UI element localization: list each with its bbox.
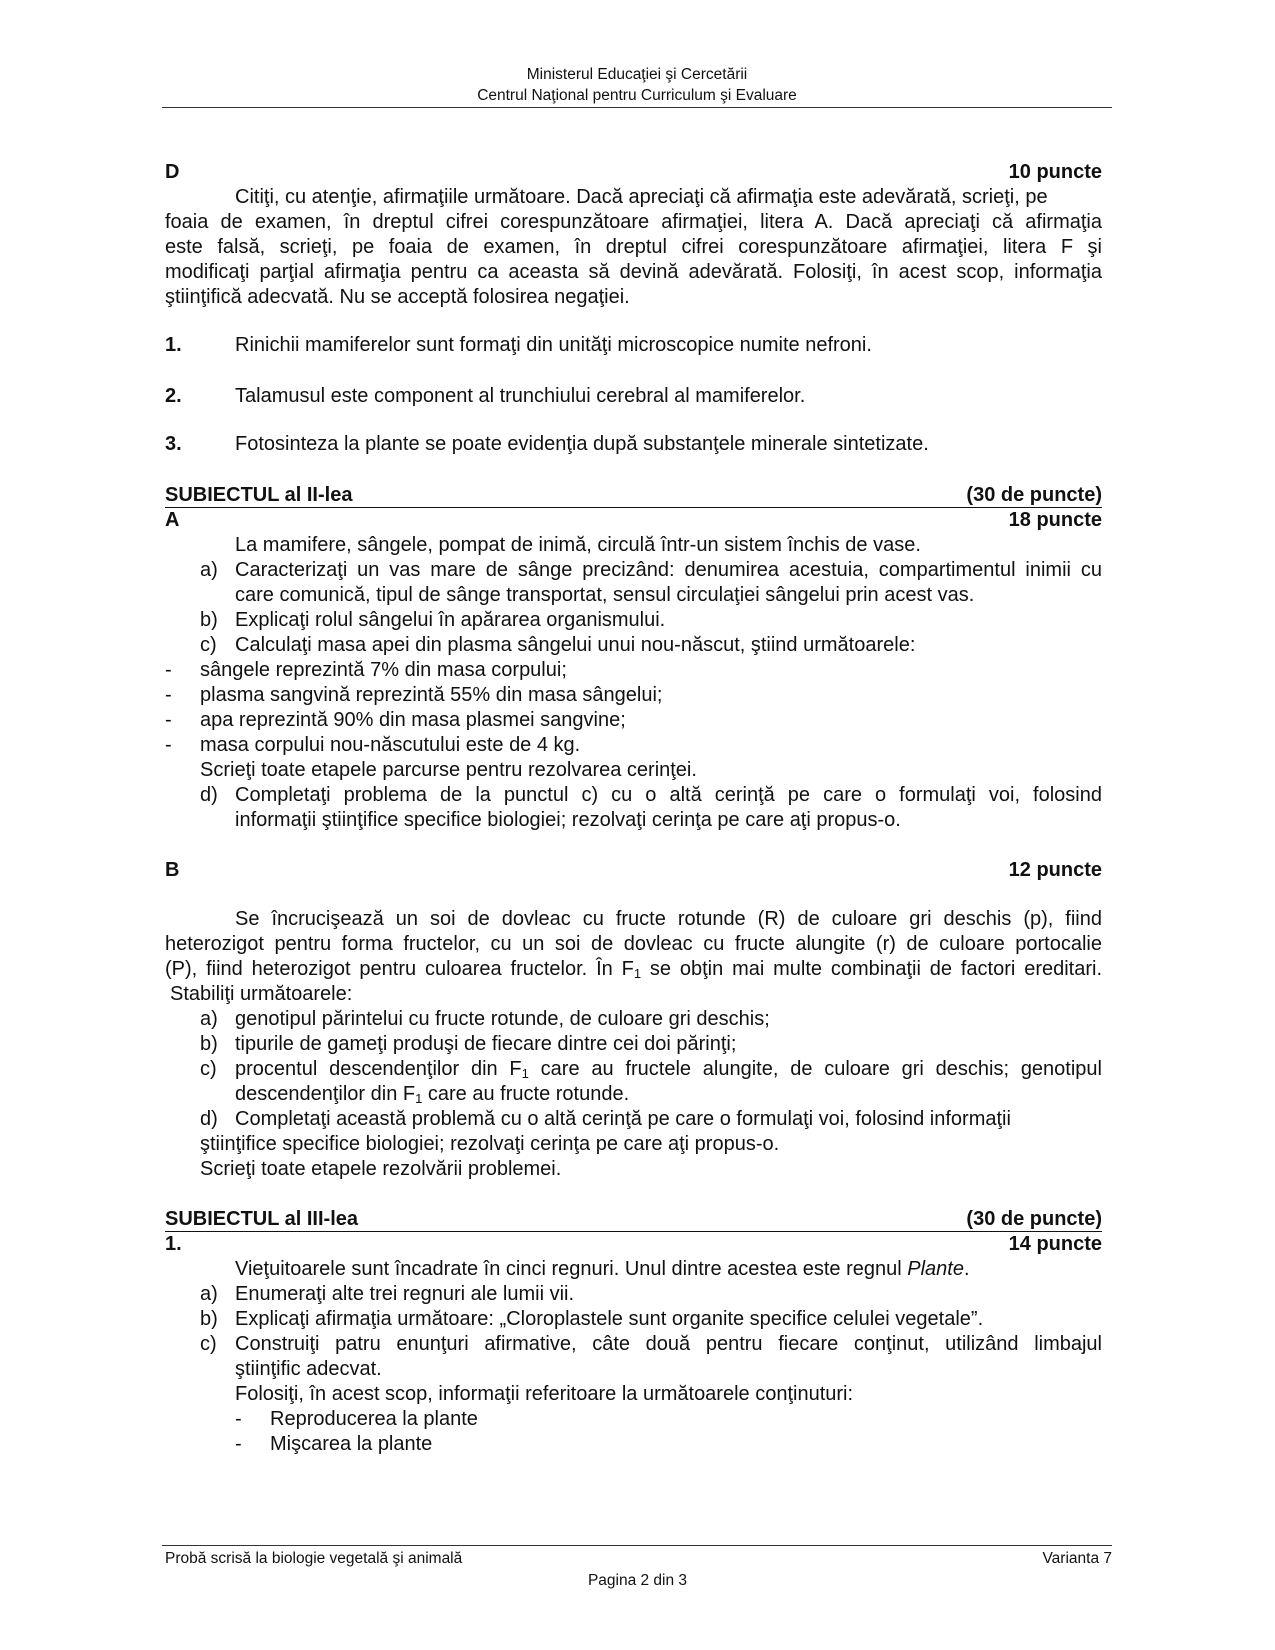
item-label: c) (200, 1058, 217, 1080)
header-center: Centrul Naţional pentru Curriculum şi Evaluare (477, 87, 797, 104)
item-b-text: Explicaţi rolul sângelui în apărarea organismului. (235, 609, 666, 631)
item-label: b) (200, 609, 218, 631)
statement-number: 3. (165, 433, 182, 455)
item-c-text-cont: descendenţilor din $F_1$ care au fructe rotunde. (235, 1083, 630, 1106)
item-d-text-cont: ştiinţifice specifice biologiei; rezolvaţi cerinţa pe care aţi propus-o. (200, 1133, 780, 1155)
statement-number: 1. (165, 334, 182, 356)
item-a-text-cont: care comunică, tipul de sânge transportat, sensul circulaţiei sângelui prin acest vas. (235, 584, 975, 606)
footer-rule (162, 1545, 1112, 1546)
section-d-intro-line: este falsă, scrieţi, pe foaia de examen, în dreptul cifrei corespunzătoare afirmaţiei, litera F şi (165, 236, 1102, 258)
section-a-intro: La mamifere, sângele, pompat de inimă, circulă într-un sistem închis de vase. (235, 534, 921, 556)
steps-note: Scrieţi toate etapele parcurse pentru rezolvarea cerinţei. (200, 759, 697, 781)
bullet-text: sângele reprezintă 7% din masa corpului; (200, 659, 567, 681)
section-b-paragraph: (P), fiind heterozigot pentru culoarea fructelor. În $F_1$ se obţin mai multe combinaţii de factori ereditari. (165, 958, 1103, 981)
subject-3-points: (30 de puncte) (966, 1208, 1102, 1230)
section-d-letter: D (165, 161, 180, 183)
item-a-text: Caracterizaţi un vas mare de sânge precizând: denumirea acestuia, compartimentul inimii cu (235, 559, 1102, 581)
statement-text: Talamusul este component al trunchiului cerebral al mamiferelor. (235, 385, 806, 407)
subject-2-points: (30 de puncte) (966, 484, 1102, 506)
bullet-dash: - (165, 734, 172, 756)
item-c-text-cont: Folosiţi, în acest scop, informaţii referitoare la următoarele conţinuturi: (235, 1383, 854, 1405)
header-rule (162, 107, 1112, 108)
item-label: b) (200, 1033, 218, 1055)
item-label: c) (200, 1333, 217, 1355)
section-d-intro-line: foaia de examen, în dreptul cifrei corespunzătoare afirmaţiei, litera A. Dacă apreciaţi că afirmaţia (165, 211, 1102, 233)
section-a-letter: A (165, 509, 180, 531)
item-label: a) (200, 1008, 218, 1030)
item-d-text: Completaţi această problemă cu o altă cerinţă pe care o formulaţi voi, folosind informaţii (235, 1108, 1011, 1130)
bullet-dash: - (165, 684, 172, 706)
section-b-establish: Stabiliţi următoarele: (170, 983, 353, 1005)
bullet-dash: - (165, 659, 172, 681)
section-d-intro-line: ştiinţifică adecvată. Nu se acceptă folosirea negaţiei. (165, 286, 630, 308)
item-c-text: procentul descendenţilor din $F_1$ care au fructele alungite, de culoare gri deschis; genotipul (235, 1058, 1102, 1081)
section-d-intro-line: modificaţi parţial afirmaţia pentru ca aceasta să devină adevărată. Folosiţi, în acest scop, informaţia (165, 261, 1102, 283)
item-a-text: Enumeraţi alte trei regnuri ale lumii vii. (235, 1283, 575, 1305)
item-label: a) (200, 559, 218, 581)
bullet-text: masa corpului nou-născutului este de 4 kg. (200, 734, 581, 756)
subject-2-underline (165, 507, 1102, 508)
statement-text: Rinichii mamiferelor sunt formaţi din unităţi microscopice numite nefroni. (235, 334, 872, 356)
bullet-text: plasma sangvină reprezintă 55% din masa sângelui; (200, 684, 663, 706)
section-a-points: 18 puncte (1008, 509, 1102, 531)
section-d-intro-line: Citiţi, cu atenţie, afirmaţiile următoare. Dacă apreciaţi că afirmaţia este adevărată, scrieţi, pe (235, 186, 1048, 208)
subject-3-item-number: 1. (165, 1233, 182, 1255)
steps-note: Scrieţi toate etapele rezolvării problemei. (200, 1158, 562, 1180)
section-d-points: 10 puncte (1008, 161, 1102, 183)
item-b-text: Explicaţi afirmaţia următoare: „Cloroplastele sunt organite specifice celulei vegetale”. (235, 1308, 984, 1330)
section-b-letter: B (165, 859, 180, 881)
subject-3-title: SUBIECTUL al III-lea (165, 1208, 359, 1230)
subject-3-underline (165, 1231, 1102, 1232)
item-label: d) (200, 784, 218, 806)
item-c-text: Calculaţi masa apei din plasma sângelui unui nou-născut, ştiind următoarele: (235, 634, 916, 656)
subject-3-item-points: 14 puncte (1008, 1233, 1102, 1255)
bullet-text: apa reprezintă 90% din masa plasmei sangvine; (200, 709, 626, 731)
section-b-paragraph: Se încrucişează un soi de dovleac cu fructe rotunde (R) de culoare gri deschis (p), fiind (235, 908, 1102, 930)
item-b-text: tipurile de gameţi produşi de fiecare dintre cei doi părinţi; (235, 1033, 737, 1055)
topic-text: Reproducerea la plante (270, 1408, 478, 1430)
footer-exam-title: Probă scrisă la biologie vegetală şi animală (165, 1550, 463, 1567)
footer-page-number: Pagina 2 din 3 (587, 1572, 688, 1589)
item-label: b) (200, 1308, 218, 1330)
bullet-dash: - (165, 709, 172, 731)
item-a-text: genotipul părintelui cu fructe rotunde, de culoare gri deschis; (235, 1008, 770, 1030)
item-label: a) (200, 1283, 218, 1305)
section-b-points: 12 puncte (1008, 859, 1102, 881)
subject-2-title: SUBIECTUL al II-lea (165, 484, 353, 506)
item-c-text: Construiţi patru enunţuri afirmative, câte două pentru fiecare conţinut, utilizând limbajul (235, 1333, 1102, 1355)
footer-variant: Varianta 7 (1042, 1550, 1112, 1567)
item-label: d) (200, 1108, 218, 1130)
topic-text: Mişcarea la plante (270, 1433, 433, 1455)
item-d-text-cont: informaţii ştiinţifice specifice biologiei; rezolvaţi cerinţa pe care aţi propus-o. (235, 809, 901, 831)
subject-3-intro: Vieţuitoarele sunt încadrate în cinci regnuri. Unul dintre acestea este regnul Plante. (235, 1258, 970, 1280)
item-d-text: Completaţi problema de la punctul c) cu o altă cerinţă pe care o formulaţi voi, folosind (235, 784, 1102, 806)
statement-text: Fotosinteza la plante se poate evidenţia după substanţele minerale sintetizate. (235, 433, 929, 455)
topic-dash: - (235, 1433, 242, 1455)
section-b-paragraph: heterozigot pentru forma fructelor, cu un soi de dovleac cu fructe alungite (r) de culoare portocalie (165, 933, 1102, 955)
header-ministry: Ministerul Educaţiei şi Cercetării (526, 66, 748, 83)
topic-dash: - (235, 1408, 242, 1430)
item-label: c) (200, 634, 217, 656)
statement-number: 2. (165, 385, 182, 407)
item-c-text-cont: ştiinţific adecvat. (235, 1358, 382, 1380)
